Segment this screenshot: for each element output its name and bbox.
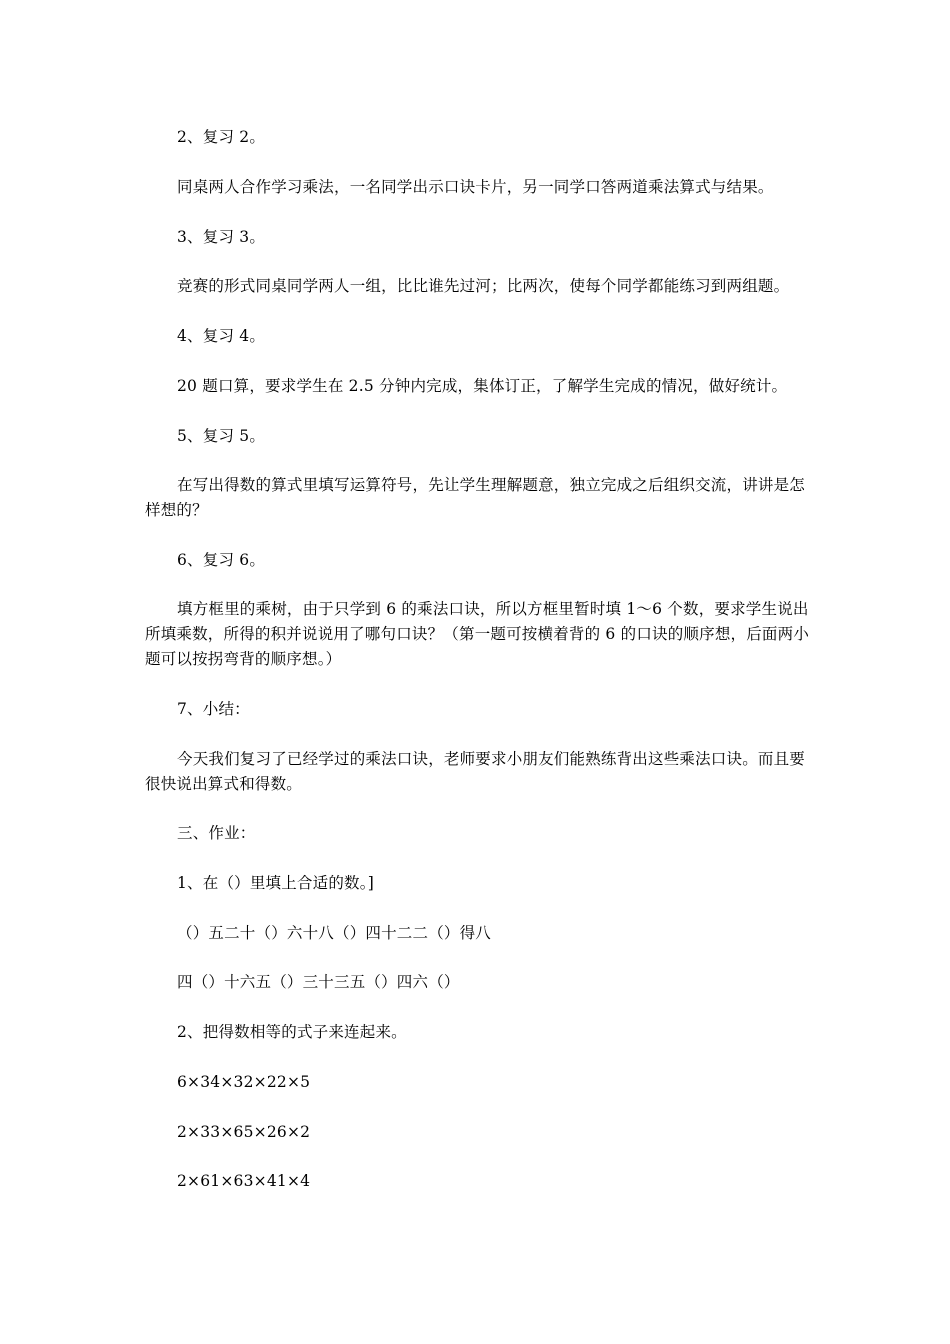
expression-line-3: 2×61×63×41×4 xyxy=(177,1172,311,1190)
heading-homework: 三、作业： xyxy=(177,824,256,842)
homework-row-2: 四（）十六五（）三十三五（）四六（） xyxy=(177,973,460,991)
heading-review-5: 5、复习 5。 xyxy=(177,427,266,445)
heading-review-2: 2、复习 2。 xyxy=(177,128,266,146)
paragraph-review-2: 同桌两人合作学习乘法，一名同学出示口诀卡片，另一同学口答两道乘法算式与结果。 xyxy=(177,178,774,196)
paragraph-review-3: 竞赛的形式同桌同学两人一组，比比谁先过河；比两次，使每个同学都能练习到两组题。 xyxy=(177,277,790,295)
homework-row-1: （）五二十（）六十八（）四十二二（）得八 xyxy=(177,924,492,942)
paragraph-review-6: 填方框里的乘树，由于只学到 6 的乘法口诀，所以方框里暂时填 1～6 个数，要求学生说出所填乘数，所得的积并说说用了哪句口诀？（第一题可按横着背的 6 的口诀的顺序想，后面两小题可以按拐弯背的顺序想。） xyxy=(145,600,810,668)
heading-summary: 7、小结： xyxy=(177,700,250,718)
heading-review-4: 4、复习 4。 xyxy=(177,327,266,345)
paragraph-review-4: 20 题口算，要求学生在 2.5 分钟内完成，集体订正，了解学生完成的情况，做好统计。 xyxy=(177,377,788,395)
homework-item-2: 2、把得数相等的式子来连起来。 xyxy=(177,1023,407,1041)
paragraph-review-5: 在写出得数的算式里填写运算符号，先让学生理解题意，独立完成之后组织交流，讲讲是怎样想的？ xyxy=(145,476,806,519)
expression-line-2: 2×33×65×26×2 xyxy=(177,1123,311,1141)
heading-review-6: 6、复习 6。 xyxy=(177,551,266,569)
paragraph-summary: 今天我们复习了已经学过的乘法口诀，老师要求小朋友们能熟练背出这些乘法口诀。而且要很快说出算式和得数。 xyxy=(145,750,806,793)
homework-item-1: 1、在（）里填上合适的数。] xyxy=(177,874,374,892)
expression-line-1: 6×34×32×22×5 xyxy=(177,1073,311,1091)
heading-review-3: 3、复习 3。 xyxy=(177,228,266,246)
